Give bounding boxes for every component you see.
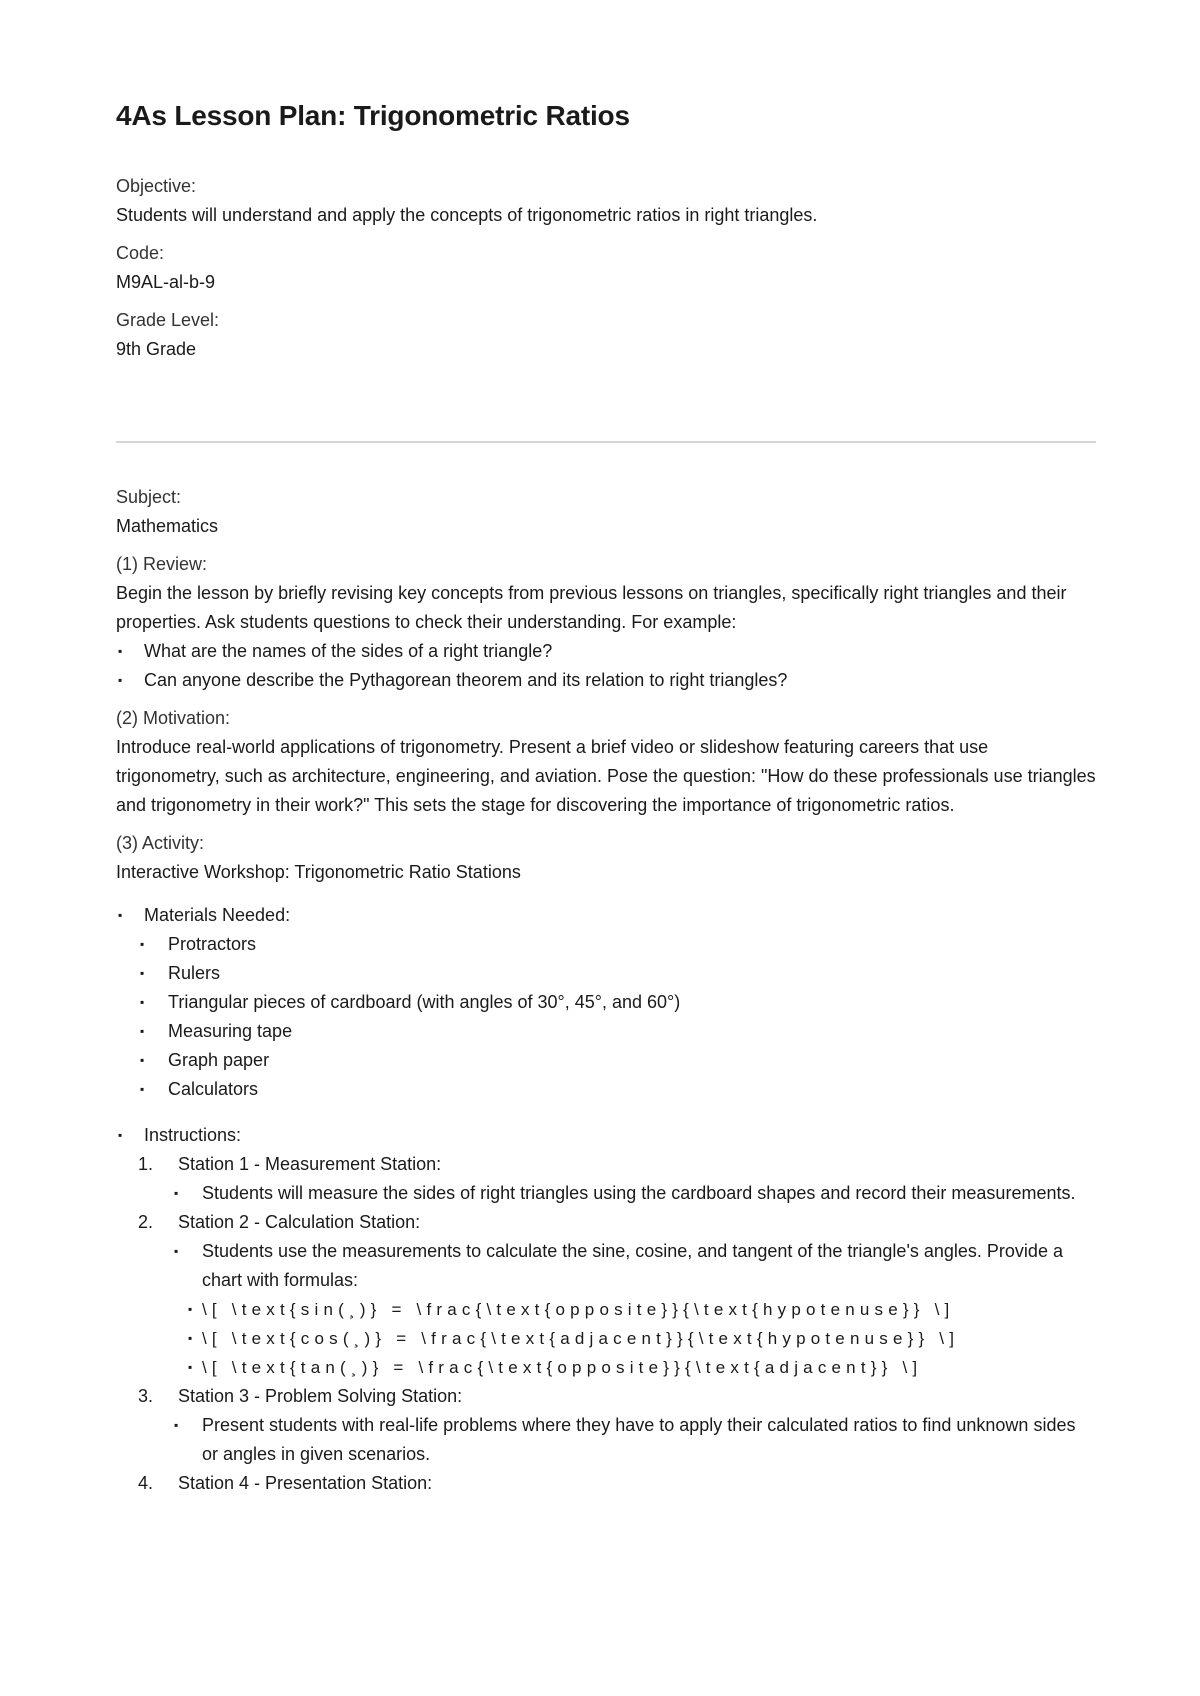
review-text: Begin the lesson by briefly revising key concepts from previous lessons on triangles, specifically right triangles and their properties. Ask students questions to check their understanding. For example: — [116, 583, 1067, 632]
motivation-section — [116, 704, 1096, 820]
grade-section — [116, 306, 1096, 364]
code-label: Code: — [116, 243, 165, 263]
list-item: ▪ Calculators — [116, 1075, 1096, 1104]
list-item: ▪ Students use the measurements to calculate the sine, cosine, and tangent of the triangle's angles. Provide a chart with formulas: — [116, 1237, 1096, 1295]
subject-text: Mathematics — [116, 516, 219, 536]
list-item: ▪ What are the names of the sides of a right triangle? — [116, 637, 1096, 666]
station-label: Station 4 - Presentation Station: — [178, 1473, 433, 1493]
activity-title: Interactive Workshop: Trigonometric Ratio Stations — [116, 862, 521, 882]
objective-text: Students will understand and apply the concepts of trigonometric ratios in right triangles. — [116, 205, 818, 225]
motivation-text: Introduce real-world applications of trigonometry. Present a brief video or slideshow featuring careers that use trigonometry, such as architecture, engineering, and aviation. Pose the question: "How do these professionals use triangles and trigonometry in their work?" This sets the stage for discovering the importance of trigonometric ratios. — [116, 737, 1096, 815]
list-item: ▪ Students will measure the sides of right triangles using the cardboard shapes and record their measurements. — [116, 1179, 1096, 1208]
subject-label: Subject: — [116, 487, 182, 507]
list-item: ▪ Rulers — [116, 959, 1096, 988]
station-item — [116, 1208, 1096, 1237]
code-section — [116, 239, 1096, 297]
station-number: 1. — [138, 1154, 154, 1174]
list-item: ▪ Can anyone describe the Pythagorean theorem and its relation to right triangles? — [116, 666, 1096, 695]
motivation-label: (2) Motivation: — [116, 708, 231, 728]
materials-label: ▪ Materials Needed: — [116, 901, 1096, 930]
list-item: ▪ Triangular pieces of cardboard (with angles of 30°, 45°, and 60°) — [116, 988, 1096, 1017]
station-number: 3. — [138, 1386, 154, 1406]
section-divider — [116, 441, 1096, 443]
formula-item: ▪ \[ \text{tan(¸)} = \frac{\text{opposite}}{\text{adjacent}} \] — [116, 1353, 1096, 1382]
grade-label: Grade Level: — [116, 310, 220, 330]
instructions-label: ▪ Instructions: — [116, 1121, 1096, 1150]
activity-section — [116, 829, 1096, 1498]
subject-section — [116, 483, 1096, 541]
station-item — [116, 1469, 1096, 1498]
document-page — [116, 100, 1096, 1498]
code-text: M9AL-al-b-9 — [116, 272, 216, 292]
list-item: ▪ Measuring tape — [116, 1017, 1096, 1046]
materials-list — [116, 901, 1096, 1104]
formula-item: ▪ \[ \text{sin(¸)} = \frac{\text{opposite}}{\text{hypotenuse}} \] — [116, 1295, 1096, 1324]
station-number: 4. — [138, 1473, 154, 1493]
list-item: ▪ Present students with real-life problems where they have to apply their calculated ratios to find unknown sides or angles in given scenarios. — [116, 1411, 1096, 1469]
list-item: ▪ Protractors — [116, 930, 1096, 959]
station-label: Station 3 - Problem Solving Station: — [178, 1386, 463, 1406]
activity-label: (3) Activity: — [116, 833, 205, 853]
formula-item: ▪ \[ \text{cos(¸)} = \frac{\text{adjacent}}{\text{hypotenuse}} \] — [116, 1324, 1096, 1353]
grade-text: 9th Grade — [116, 339, 197, 359]
objective-section — [116, 172, 1096, 230]
review-label: (1) Review: — [116, 554, 208, 574]
station-item — [116, 1150, 1096, 1179]
station-item — [116, 1382, 1096, 1411]
objective-label: Objective: — [116, 176, 197, 196]
station-number: 2. — [138, 1212, 154, 1232]
station-label: Station 2 - Calculation Station: — [178, 1212, 421, 1232]
review-list — [116, 637, 1096, 695]
list-item: ▪ Graph paper — [116, 1046, 1096, 1075]
stations-list — [116, 1150, 1096, 1498]
review-section — [116, 550, 1096, 695]
station-label: Station 1 - Measurement Station: — [178, 1154, 442, 1174]
instructions-list — [116, 1121, 1096, 1150]
page-title: 4As Lesson Plan: Trigonometric Ratios — [116, 100, 630, 131]
